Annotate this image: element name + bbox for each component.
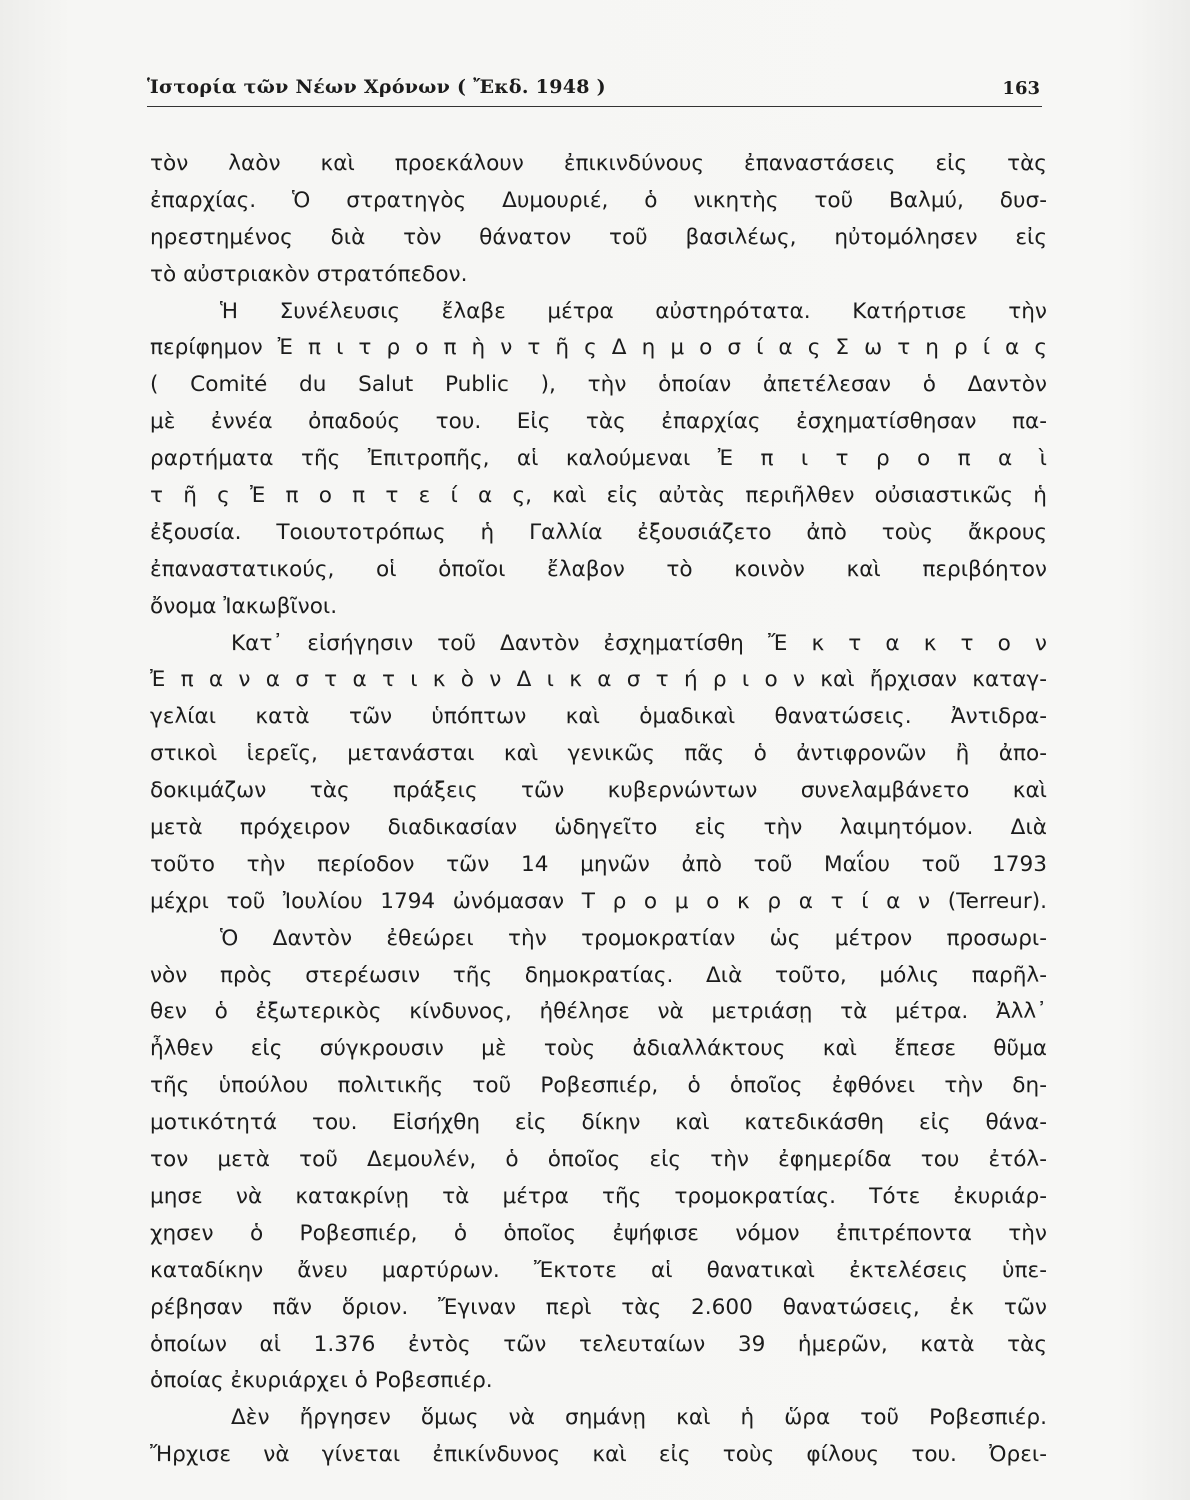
text-line: καταδίκην ἄνευ μαρτύρων. Ἔκτοτε αἱ θανατικαὶ ἐκτελέσεις ὑπε- [150, 1257, 1047, 1283]
text-line: ραρτήματα τῆς Ἐπιτροπῆς, αἱ καλούμεναι Ἐ π ι τ ρ ο π α ὶ [150, 446, 1047, 472]
text-line: Ἐ π α ν α σ τ α τ ι κ ὸ ν Δ ι κ α σ τ ή ρ ι ο ν καὶ ἤρχισαν καταγ- [150, 667, 1047, 693]
text-line: Ἡ Συνέλευσις ἔλαβε μέτρα αὐστηρότατα. Κατήρτισε τὴν [220, 298, 1047, 324]
text-line: μοτικότητά του. Εἰσήχθη εἰς δίκην καὶ κατεδικάσθη εἰς θάνα- [150, 1110, 1047, 1136]
text-line: μετὰ πρόχειρον διαδικασίαν ὡδηγεῖτο εἰς τὴν λαιμητόμον. Διὰ [150, 815, 1047, 841]
text-line: θεν ὁ ἐξωτερικὸς κίνδυνος, ἠθέλησε νὰ μετριάσῃ τὰ μέτρα. Ἀλλ᾿ [150, 999, 1047, 1025]
text-line: ηρεστημένος διὰ τὸν θάνατον τοῦ βασιλέως, ηὐτομόλησεν εἰς [150, 224, 1047, 250]
text-line: μησε νὰ κατακρίνῃ τὰ μέτρα τῆς τρομοκρατίας. Τότε ἐκυριάρ- [150, 1183, 1047, 1209]
text-line: περίφημον Ἐ π ι τ ρ ο π ὴ ν τ ῆ ς Δ η μ ο σ ί α ς Σ ω τ η ρ ί α ς [150, 335, 1047, 361]
text-line: Ὁ Δαντὸν ἐθεώρει τὴν τρομοκρατίαν ὡς μέτρον προσωρι- [220, 925, 1047, 951]
text-line: χησεν ὁ Ροβεσπιέρ, ὁ ὁποῖος ἐψήφισε νόμον ἐπιτρέποντα τὴν [150, 1220, 1047, 1246]
text-line: τοῦτο τὴν περίοδον τῶν 14 μηνῶν ἀπὸ τοῦ Μαΐου τοῦ 1793 [150, 851, 1047, 877]
text-line: τῆς ὑπούλου πολιτικῆς τοῦ Ροβεσπιέρ, ὁ ὁποῖος ἐφθόνει τὴν δη- [150, 1073, 1047, 1099]
text-line: ὁποίας ἐκυριάρχει ὁ Ροβεσπιέρ. [150, 1368, 493, 1394]
text-line: ἐξουσία. Τοιουτοτρόπως ἡ Γαλλία ἐξουσιάζετο ἀπὸ τοὺς ἄκρους [150, 519, 1047, 545]
text-line: Δὲν ἤργησεν ὅμως νὰ σημάνῃ καὶ ἡ ὥρα τοῦ Ροβεσπιέρ. [231, 1405, 1047, 1431]
text-line: γελίαι κατὰ τῶν ὑπόπτων καὶ ὁμαδικαὶ θανατώσεις. Ἀντιδρα- [150, 704, 1047, 730]
text-line: τὸ αὐστριακὸν στρατόπεδον. [150, 261, 468, 287]
text-line: μὲ ἐννέα ὀπαδούς του. Εἰς τὰς ἐπαρχίας ἐσχηματίσθησαν πα- [150, 409, 1047, 435]
text-line: ὁποίων αἱ 1.376 ἐντὸς τῶν τελευταίων 39 ἡμερῶν, κατὰ τὰς [150, 1331, 1047, 1357]
text-line: ἐπαναστατικούς, οἱ ὁποῖοι ἔλαβον τὸ κοινὸν καὶ περιβόητον [150, 556, 1047, 582]
text-line: στικοὶ ἱερεῖς, μετανάσται καὶ γενικῶς πᾶς ὁ ἀντιφρονῶν ἢ ἀπο- [150, 741, 1047, 767]
text-line: ἦλθεν εἰς σύγκρουσιν μὲ τοὺς ἀδιαλλάκτους καὶ ἔπεσε θῦμα [150, 1036, 1047, 1062]
running-title: Ἱστορία τῶν Νέων Χρόνων ( Ἔκδ. 1948 ) [147, 76, 606, 98]
text-line: τον μετὰ τοῦ Δεμουλέν, ὁ ὁποῖος εἰς τὴν ἐφημερίδα του ἐτόλ- [150, 1147, 1047, 1173]
page-number: 163 [1002, 78, 1040, 99]
text-line: Κατ᾿ εἰσήγησιν τοῦ Δαντὸν ἐσχηματίσθη Ἔ κ τ α κ τ ο ν [231, 630, 1047, 656]
text-line: ἐπαρχίας. Ὁ στρατηγὸς Δυμουριέ, ὁ νικητὴς τοῦ Βαλμύ, δυσ- [150, 187, 1047, 213]
text-line: ὄνομα Ἰακωβῖνοι. [150, 593, 338, 619]
text-line: Ἤρχισε νὰ γίνεται ἐπικίνδυνος καὶ εἰς τοὺς φίλους του. Ὀρει- [150, 1442, 1047, 1468]
text-line: μέχρι τοῦ Ἰουλίου 1794 ὠνόμασαν Τ ρ ο μ ο κ ρ α τ ί α ν (Terreur). [150, 888, 1047, 914]
body-text [150, 146, 1047, 1474]
page-header [147, 72, 1042, 107]
text-line: δοκιμάζων τὰς πράξεις τῶν κυβερνώντων συνελαμβάνετο καὶ [150, 778, 1047, 804]
text-line: τὸν λαὸν καὶ προεκάλουν ἐπικινδύνους ἐπαναστάσεις εἰς τὰς [150, 151, 1047, 176]
text-line: ( Comité du Salut Public ), τὴν ὁποίαν ἀπετέλεσαν ὁ Δαντὸν [150, 372, 1047, 398]
text-line: νὸν πρὸς στερέωσιν τῆς δημοκρατίας. Διὰ τοῦτο, μόλις παρῆλ- [150, 962, 1047, 988]
text-line: ρέβησαν πᾶν ὅριον. Ἔγιναν περὶ τὰς 2.600 θανατώσεις, ἐκ τῶν [150, 1294, 1047, 1320]
text-line: τ ῆ ς Ἐ π ο π τ ε ί α ς, καὶ εἰς αὐτὰς περιῆλθεν οὐσιαστικῶς ἡ [150, 483, 1047, 509]
